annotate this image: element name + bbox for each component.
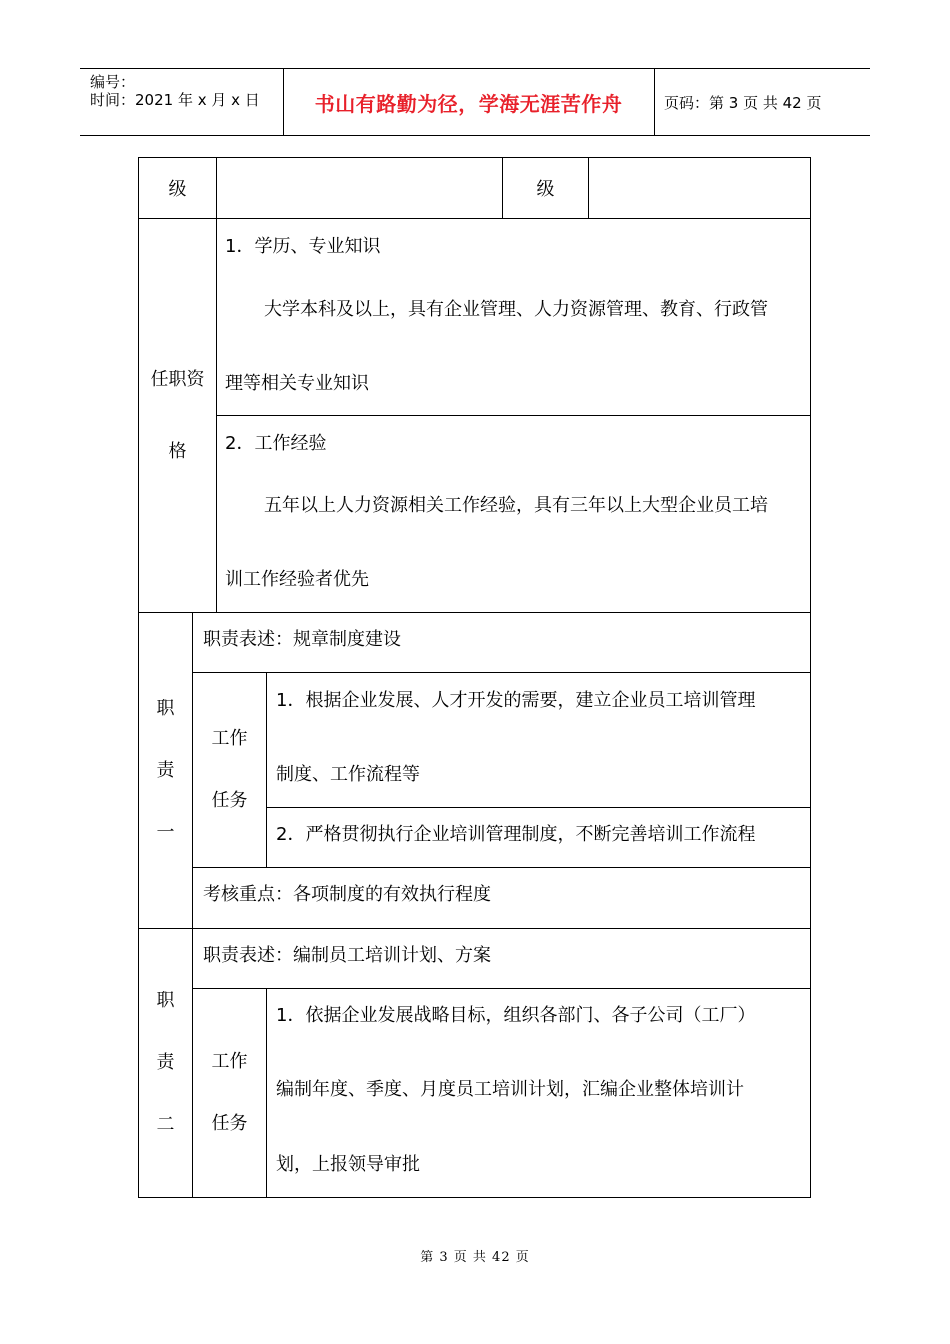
duty1-label-cell [138, 612, 192, 928]
duty1-assessment-cell [192, 867, 811, 928]
duty1-label-line3: 一 [156, 821, 175, 843]
duty1-label-line1: 职 [156, 697, 175, 719]
qualification-education-heading: 1．学历、专业知识 [225, 236, 381, 257]
qualification-experience-heading: 2．工作经验 [225, 433, 327, 454]
qualification-label-line2: 格 [168, 440, 187, 462]
duty2-task-label-line1: 工作 [211, 1051, 248, 1072]
level-value-cell-2 [588, 157, 811, 218]
header-slogan: 书山有路勤为径，学海无涯苦作舟 [314, 91, 623, 116]
level-label-2: 级 [536, 179, 555, 200]
duty2-task-1-line3: 划，上报领导审批 [276, 1154, 420, 1175]
duty1-task-1-line1: 1．根据企业发展、人才开发的需要，建立企业员工培训管理 [276, 690, 756, 711]
qualification-experience-cell [216, 415, 811, 612]
duty2-label-line1: 职 [156, 990, 175, 1011]
duty2-task-label-line2: 任务 [211, 1113, 248, 1134]
level-label-cell-2 [502, 157, 588, 218]
qualification-education-cell [216, 218, 811, 415]
duty1-description-cell [192, 612, 811, 672]
qualification-experience-line2: 训工作经验者优先 [225, 569, 369, 590]
duty2-task-1-line1: 1．依据企业发展战略目标，组织各部门、各子公司（工厂） [276, 1005, 756, 1026]
level-label: 级 [168, 179, 187, 200]
duty2-description-cell [192, 928, 811, 988]
level-value-cell [216, 157, 502, 218]
duty1-task-label-line1: 工作 [211, 728, 248, 749]
page-footer: 第 3 页 共 42 页 [420, 1250, 530, 1265]
duty1-description: 职责表述：规章制度建设 [203, 629, 401, 650]
qualification-education-line2: 理等相关专业知识 [225, 373, 369, 394]
level-label-cell [138, 157, 216, 218]
qualification-education-line1: 大学本科及以上，具有企业管理、人力资源管理、教育、行政管 [264, 299, 768, 320]
page-indicator: 页码：第 3 页 共 42 页 [664, 94, 822, 112]
duty1-assessment: 考核重点：各项制度的有效执行程度 [203, 884, 491, 905]
qualification-label-cell [138, 218, 216, 612]
duty2-label-cell [138, 928, 192, 1198]
duty2-task-1-line2: 编制年度、季度、月度员工培训计划，汇编企业整体培训计 [276, 1079, 744, 1100]
duty1-task-2-cell [266, 807, 811, 867]
document-date-label: 时间：2021 年 x 月 x 日 [90, 91, 260, 109]
duty1-task-2-line1: 2．严格贯彻执行企业培训管理制度，不断完善培训工作流程 [276, 824, 756, 845]
duty2-task-label-cell [192, 988, 266, 1198]
duty1-task-label-cell [192, 672, 266, 867]
duty1-label-line2: 责 [156, 759, 175, 781]
duty1-task-label-line2: 任务 [211, 790, 248, 811]
qualification-experience-line1: 五年以上人力资源相关工作经验，具有三年以上大型企业员工培 [264, 495, 768, 516]
duty2-label-line2: 责 [156, 1052, 175, 1073]
qualification-label-line1: 任职资 [150, 368, 205, 390]
duty2-task-1-cell [266, 988, 811, 1198]
document-number-label: 编号： [90, 73, 136, 91]
duty2-label-line3: 二 [156, 1114, 175, 1135]
duty1-task-1-line2: 制度、工作流程等 [276, 764, 420, 785]
header-divider-right [654, 68, 655, 136]
duty1-task-1-cell [266, 672, 811, 807]
duty2-description: 职责表述：编制员工培训计划、方案 [203, 945, 491, 966]
